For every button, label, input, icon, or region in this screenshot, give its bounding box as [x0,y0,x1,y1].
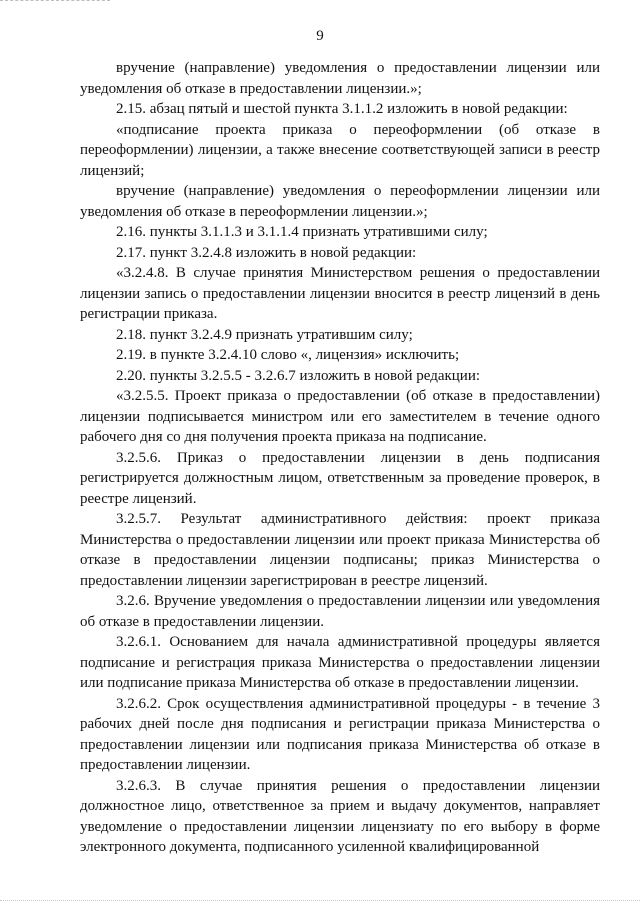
paragraph: «подписание проекта приказа о переоформлении (об отказе в переоформлении) лицензии, а также внесение соответствующей записи в реестр лицензий; [80,121,600,179]
scan-edge-bottom [0,900,640,903]
paragraph: 3.2.6. Вручение уведомления о предоставлении лицензии или уведомления об отказе в предоставлении лицензии. [80,593,600,630]
scan-edge-top [0,0,110,3]
document-body [80,58,600,858]
paragraph: вручение (направление) уведомления о предоставлении лицензии или уведомления об отказе в предоставлении лицензии.»; [80,60,600,97]
paragraph: 2.16. пункты 3.1.1.3 и 3.1.1.4 признать утратившими силу; [116,224,488,240]
paragraph: вручение (направление) уведомления о переоформлении лицензии или уведомления об отказе в переоформлении лицензии.»; [80,183,600,220]
paragraph: 3.2.5.7. Результат административного действия: проект приказа Министерства о предоставлении лицензии или проект приказа Министерства об отказе в предоставлении лицензии подписаны; приказ Министерства о предоставлении лицензии зарегистрирован в реестре лицензий. [80,511,600,589]
page-number: 9 [316,28,324,44]
paragraph: 2.15. абзац пятый и шестой пункта 3.1.1.2 изложить в новой редакции: [116,101,568,117]
paragraph: 3.2.5.6. Приказ о предоставлении лицензии в день подписания регистрируется должностным лицом, ответственным за проведение проверок, в реестре лицензий. [80,449,600,507]
paragraph: 3.2.6.2. Срок осуществления административной процедуры - в течение 3 рабочих дней после дня подписания и регистрации приказа Министерства о предоставлении лицензии или подписания приказа Министерства об отказе в предоставлении лицензии. [80,695,600,773]
paragraph: «3.2.4.8. В случае принятия Министерством решения о предоставлении лицензии запись о предоставлении лицензии вносится в реестр лицензий в день регистрации приказа. [80,265,600,322]
paragraph: 3.2.6.3. В случае принятия решения о предоставлении лицензии должностное лицо, ответственное за прием и выдачу документов, направляет уведомление о предоставлении лицензии лицензиату по его выбору в форме электронного документа, подписанного усиленной квалифицированной [80,777,600,855]
paragraph: 2.19. в пункте 3.2.4.10 слово «, лицензия» исключить; [116,347,460,363]
paragraph: «3.2.5.5. Проект приказа о предоставлении (об отказе в предоставлении) лицензии подписывается министром или его заместителем в течение одного рабочего дня со дня получения проекта приказа на подписание. [80,388,600,445]
paragraph: 2.17. пункт 3.2.4.8 изложить в новой редакции: [116,244,417,261]
paragraph: 2.18. пункт 3.2.4.9 признать утратившим силу; [116,326,413,343]
paragraph: 2.20. пункты 3.2.5.5 - 3.2.6.7 изложить в новой редакции: [116,367,481,384]
paragraph: 3.2.6.1. Основанием для начала административной процедуры является подписание и регистрация приказа Министерства о предоставлении лицензии или подписание приказа Министерства об отказе в предоставлении лицензии. [80,634,600,691]
